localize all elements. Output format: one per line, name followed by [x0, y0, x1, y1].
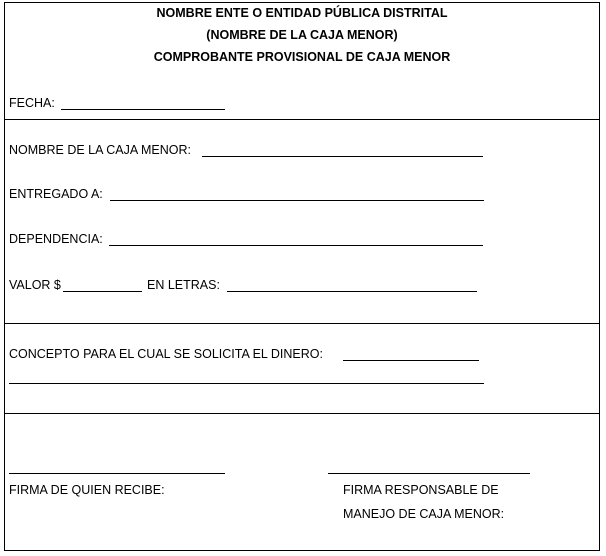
letras-field[interactable] — [227, 291, 477, 292]
cash-box-name-title: (NOMBRE DE LA CAJA MENOR) — [206, 28, 398, 42]
entregado-field[interactable] — [110, 200, 484, 201]
firma-responsable-label-line2: MANEJO DE CAJA MENOR: — [343, 507, 505, 521]
fecha-field[interactable] — [61, 109, 225, 110]
document-title: COMPROBANTE PROVISIONAL DE CAJA MENOR — [153, 50, 451, 64]
fecha-label: FECHA: — [9, 96, 55, 110]
form-frame — [4, 2, 600, 551]
concepto-field-continuation[interactable] — [9, 383, 484, 384]
section-divider — [4, 119, 600, 120]
entregado-label: ENTREGADO A: — [9, 187, 103, 201]
dependencia-label: DEPENDENCIA: — [9, 232, 103, 246]
firma-responsable-line[interactable] — [328, 473, 530, 474]
dependencia-field[interactable] — [109, 245, 483, 246]
section-divider — [4, 413, 600, 414]
section-divider — [4, 323, 600, 324]
letras-label: EN LETRAS: — [147, 278, 220, 292]
valor-label: VALOR $ — [9, 278, 61, 292]
nombre-caja-label: NOMBRE DE LA CAJA MENOR: — [9, 143, 191, 157]
nombre-caja-field[interactable] — [202, 156, 483, 157]
valor-field[interactable] — [63, 291, 142, 292]
concepto-field[interactable] — [343, 360, 479, 361]
firma-responsable-label: FIRMA RESPONSABLE DE — [343, 483, 499, 497]
firma-recibe-label: FIRMA DE QUIEN RECIBE: — [9, 483, 165, 497]
firma-recibe-line[interactable] — [9, 473, 225, 474]
concepto-label: CONCEPTO PARA EL CUAL SE SOLICITA EL DINERO: — [9, 347, 323, 361]
entity-name-title: NOMBRE ENTE O ENTIDAD PÚBLICA DISTRITAL — [156, 6, 448, 20]
